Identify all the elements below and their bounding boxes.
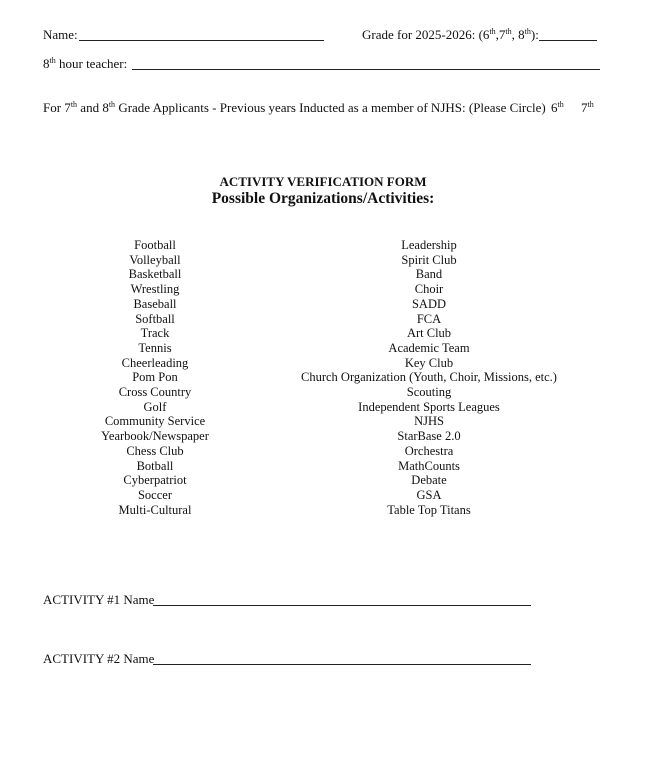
activities-left-column	[55, 238, 255, 517]
name-label: Name:	[43, 27, 78, 42]
activity-item: Baseball	[133, 296, 177, 311]
activity-item: Leadership	[401, 238, 457, 252]
activity-item: Botball	[136, 458, 174, 473]
teacher-label: 8th hour teacher:	[43, 56, 128, 71]
activity-item: Chess Club	[126, 443, 184, 458]
activity-item: NJHS	[414, 414, 444, 429]
activity-2-label: ACTIVITY #2 Name	[43, 651, 155, 666]
activity-1-label: ACTIVITY #1 Name	[43, 592, 155, 607]
activity-item: Choir	[414, 282, 444, 297]
applicants-prompt: For 7th and 8th Grade Applicants - Previous years Inducted as a member of NJHS: (Please Circle)	[43, 100, 546, 115]
activity-item: Soccer	[137, 487, 172, 502]
activity-item: Golf	[143, 399, 167, 414]
grade-label: Grade for 2025-2026: (6th,7th, 8th):	[362, 27, 539, 42]
activities-right-column	[279, 238, 579, 517]
activity-item: GSA	[416, 487, 442, 502]
circle-option-7th[interactable]: 7th	[581, 100, 594, 115]
teacher-field[interactable]	[132, 69, 600, 70]
activity-item: Orchestra	[404, 443, 454, 458]
activity-item: Cyberpatriot	[123, 473, 187, 488]
activity-item: Wrestling	[130, 282, 180, 297]
activity-item: Table Top Titans	[387, 502, 471, 517]
name-field[interactable]	[79, 40, 324, 41]
activity-item: Multi-Cultural	[118, 502, 192, 517]
circle-option-6th[interactable]: 6th	[551, 100, 564, 115]
activity-item: FCA	[416, 311, 442, 326]
activity-item: Key Club	[404, 355, 454, 370]
form-title: ACTIVITY VERIFICATION FORM	[219, 174, 427, 189]
activity-item: Cheerleading	[121, 355, 189, 370]
activity-item: Debate	[411, 473, 447, 488]
activity-item: Football	[134, 238, 176, 252]
activity-item: Pom Pon	[132, 370, 178, 385]
activity-item: Track	[140, 326, 170, 341]
activity-item: Academic Team	[388, 340, 470, 355]
activity-item: StarBase 2.0	[397, 429, 461, 444]
activity-item: Independent Sports Leagues	[358, 399, 500, 414]
activity-item: Softball	[135, 311, 175, 326]
activity-item: MathCounts	[398, 458, 460, 473]
activity-item: Scouting	[406, 385, 452, 400]
activity-item: Spirit Club	[401, 252, 457, 267]
activity-item: Basketball	[128, 267, 182, 282]
grade-field[interactable]	[539, 40, 597, 41]
activity-item: Cross Country	[118, 385, 192, 400]
activity-item: SADD	[411, 296, 447, 311]
activity-1-field[interactable]	[153, 605, 531, 606]
activity-item: Tennis	[138, 340, 172, 355]
activity-2-field[interactable]	[153, 664, 531, 665]
activity-item: Volleyball	[129, 252, 181, 267]
activity-item: Band	[415, 267, 443, 282]
activity-item: Art Club	[406, 326, 452, 341]
activity-item: Church Organization (Youth, Choir, Missions, etc.)	[301, 370, 557, 385]
activity-item: Yearbook/Newspaper	[101, 429, 209, 444]
form-subtitle: Possible Organizations/Activities:	[211, 190, 435, 207]
activity-item: Community Service	[104, 414, 206, 429]
